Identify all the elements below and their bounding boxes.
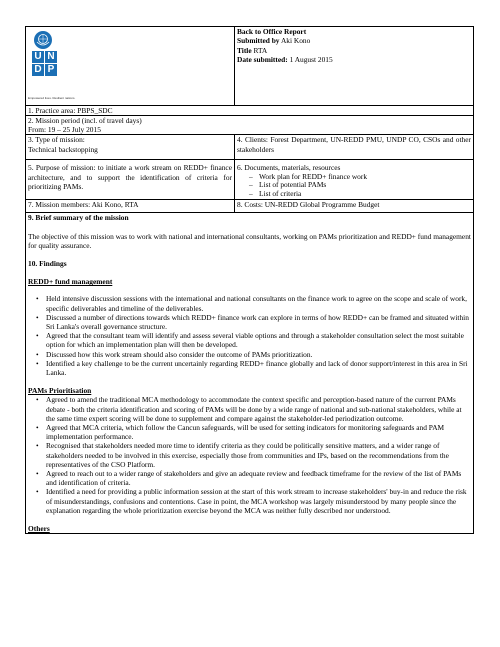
logo-cell bbox=[26, 27, 235, 106]
logo-letter-u: U bbox=[32, 51, 44, 63]
date-label: Date submitted: bbox=[237, 54, 288, 64]
findings-heading: 10. Findings bbox=[28, 259, 67, 269]
body-section bbox=[26, 213, 474, 534]
report-page bbox=[25, 26, 473, 534]
mission-period-value: From: 19 – 25 July 2015 bbox=[28, 125, 101, 135]
un-emblem-icon bbox=[34, 31, 52, 49]
title-label: Title bbox=[237, 45, 252, 55]
mission-period-row bbox=[26, 116, 474, 135]
list-item: • Held intensive discussion sessions with the international and national consultants on the finance work to agree on the scope and scale of work, specific deliverables and timeline of the deliverables. bbox=[46, 294, 471, 312]
report-header-table bbox=[25, 26, 474, 534]
summary-text: The objective of this mission was to work with national and international consultants, working on PAMs prioritization and REDD+ fund management for quality assurance. bbox=[28, 231, 471, 250]
purpose-cell: 5. Purpose of mission: to initiate a work stream on REDD+ finance architecture, and to support the identification of criteria for prioritizing PAMs. bbox=[26, 160, 235, 200]
costs-cell: 8. Costs: UN-REDD Global Programme Budget bbox=[235, 200, 474, 213]
list-item: • Agreed that the consultant team will identify and assess several viable options and through a stakeholder consultation select the most suitable option for which an implementation plan will then be developed. bbox=[46, 331, 471, 349]
fund-management-heading: REDD+ fund management bbox=[28, 277, 113, 287]
mission-type-cell bbox=[26, 135, 235, 160]
summary-heading: 9. Brief summary of the mission bbox=[28, 213, 129, 223]
clients-cell: 4. Clients: Forest Department, UN-REDD PMU, UNDP CO, CSOs and other stakeholders bbox=[235, 135, 474, 160]
list-item: • Agreed to amend the traditional MCA methodology to accommodate the context specific and perception-based nature of the current PAMs debate - both the criteria identification and scoring of PAMs will be done by a wide range of national and sub-national stakeholders, while at the same time expert scoring will be done to supplement and compare against the stakeholder-led periodization outcome. bbox=[46, 395, 471, 423]
documents-list bbox=[237, 173, 471, 199]
documents-cell bbox=[235, 160, 474, 200]
logo-letter-d: D bbox=[32, 64, 44, 76]
list-item: • Discussed a number of directions towards which REDD+ finance work can explore in terms of how REDD+ can be framed and situated within Sri Lanka's overall governance structure. bbox=[46, 313, 471, 331]
report-info-cell bbox=[235, 27, 474, 106]
document-item: – Work plan for REDD+ finance work bbox=[259, 173, 471, 182]
practice-area-row: 1. Practice area: PBPS_SDC bbox=[26, 106, 474, 116]
mission-type-value: Technical backstopping bbox=[28, 144, 98, 154]
submitted-by-label: Submitted by bbox=[237, 36, 280, 46]
logo-letter-n: N bbox=[45, 51, 57, 63]
document-item: – List of potential PAMs bbox=[259, 181, 471, 190]
logo-tagline: Empowered lives. Resilient nations. bbox=[28, 96, 76, 100]
undp-logo bbox=[30, 31, 56, 76]
mission-type-label: 3. Type of mission: bbox=[28, 135, 85, 145]
list-item: • Discussed how this work stream should also consider the outcome of PAMs prioritization. bbox=[46, 350, 471, 359]
list-item: • Agreed that MCA criteria, which follow the Cancun safeguards, will be used for setting indicators for monitoring safeguards and PAM implementation performance. bbox=[46, 423, 471, 441]
pams-prioritisation-heading: PAMs Prioritisation bbox=[28, 386, 92, 396]
list-item: • Identified a key challenge to be the current uncertainly regarding REDD+ finance globally and lack of donor support/interest in this area in Sri Lanka. bbox=[46, 359, 471, 377]
pams-prioritisation-list bbox=[28, 395, 471, 515]
mission-period-label: 2. Mission period (incl. of travel days) bbox=[28, 116, 142, 125]
others-heading: Others bbox=[28, 524, 50, 534]
fund-management-list bbox=[28, 294, 471, 377]
documents-label: 6. Documents, materials, resources bbox=[237, 163, 341, 173]
logo-letter-p: P bbox=[45, 64, 57, 76]
mission-members-cell: 7. Mission members: Aki Kono, RTA bbox=[26, 200, 235, 213]
report-title: Back to Office Report bbox=[237, 27, 307, 36]
list-item: • Identified a need for providing a public information session at the start of this work stream to increase stakeholders' buy-in and reduce the risk of misunderstandings, confusions and contentions. Case in point, the MCA workshop was largely misunderstood by many people since the explanation regarding the whole prioritization exercise beyond the MCA was neither fully described nor understood. bbox=[46, 487, 471, 515]
date-value: 1 August 2015 bbox=[289, 54, 333, 64]
submitted-by-value: Aki Kono bbox=[280, 36, 311, 46]
document-item: – List of criteria bbox=[259, 190, 471, 199]
list-item: • Agreed to reach out to a wider range of stakeholders and give an adequate review and feedback timeframe for the review of the list of PAMs and identification of criteria. bbox=[46, 469, 471, 487]
title-value: RTA bbox=[253, 45, 268, 55]
list-item: • Recognised that stakeholders needed more time to identify criteria as they could be politically sensitive matters, and a wider range of stakeholders needed to be involved in this exercise, especially those from communities and IPs, based on the recommendations from the representatives of the CSO Platform. bbox=[46, 441, 471, 469]
